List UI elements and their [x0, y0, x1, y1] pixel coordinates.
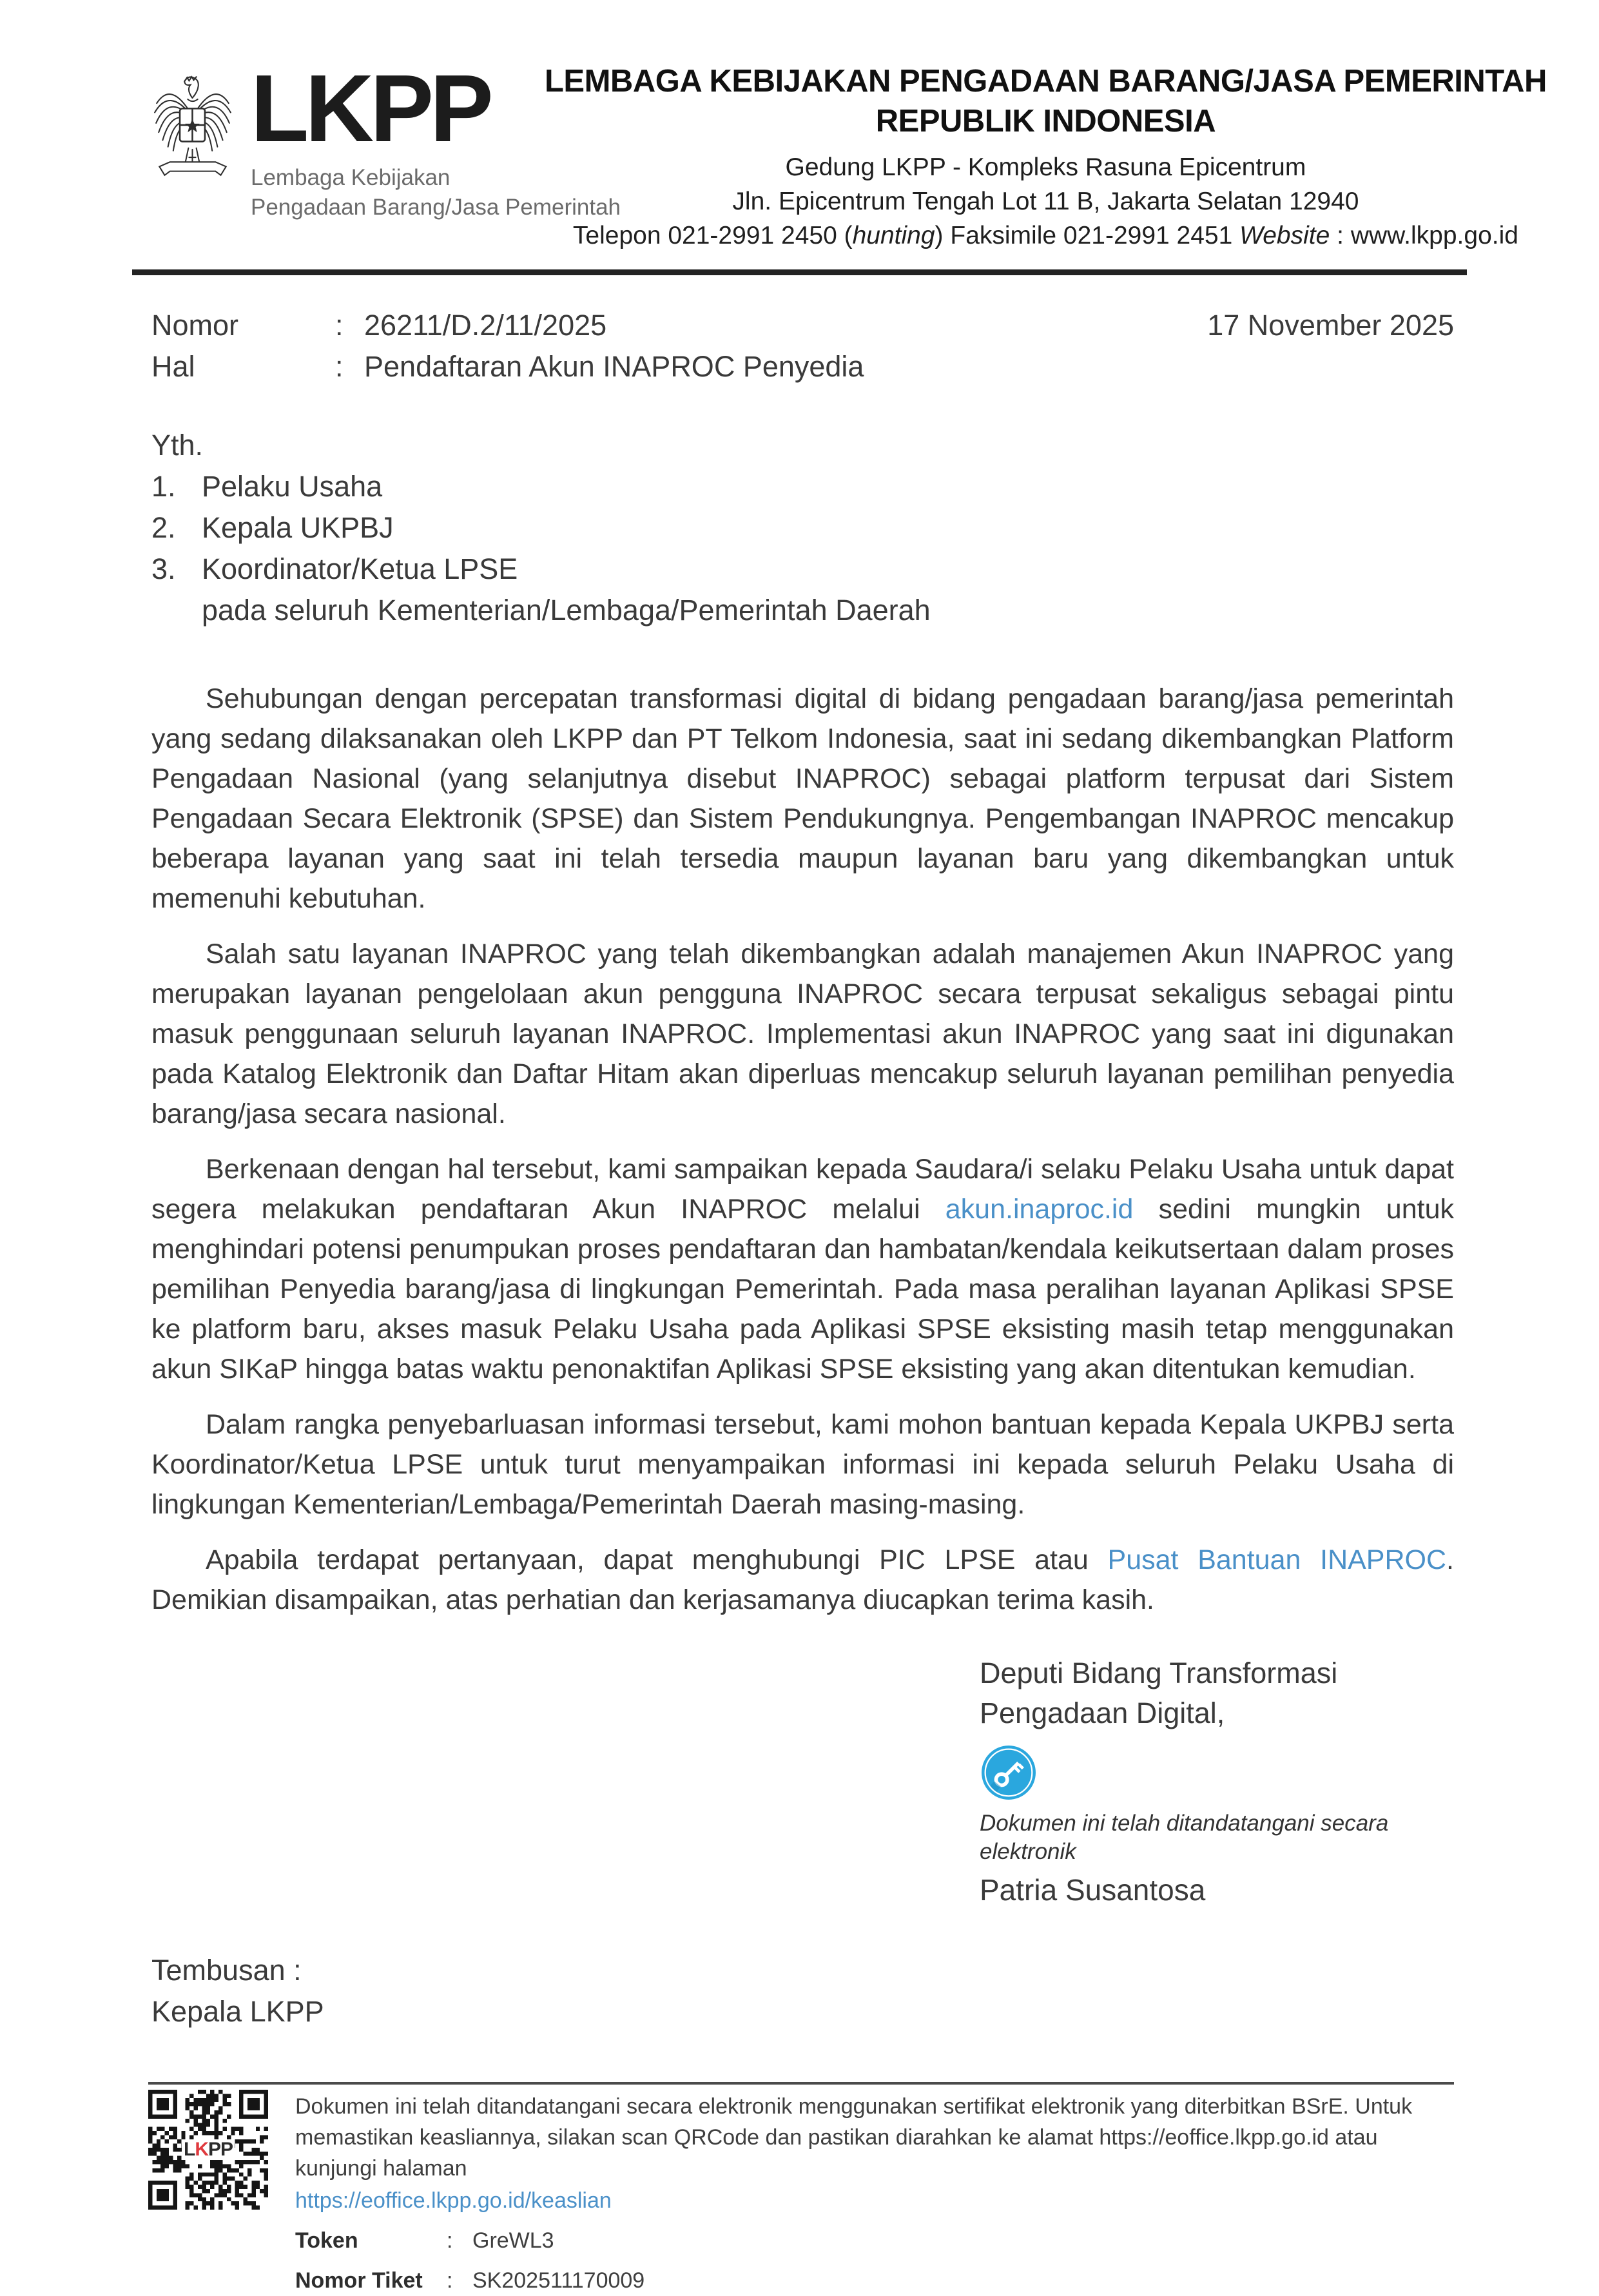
paragraph-5-post: . Demikian disampaikan, atas perhatian dan kerjasamanya diucapkan terima kasih. — [151, 1544, 1454, 1615]
qr-label-l: L — [183, 2139, 195, 2160]
recipient-text: Pelaku Usaha — [202, 470, 383, 503]
paragraph-5 — [151, 1540, 1454, 1620]
signer-name: Patria Susantosa — [980, 1873, 1206, 1907]
recipient-item — [151, 507, 1454, 549]
verification-footer — [148, 2082, 1454, 2296]
lkpp-tagline-line1: Lembaga Kebijakan — [251, 165, 451, 190]
signer-title-line2: Pengadaan Digital, — [980, 1697, 1225, 1729]
signature-block — [980, 1653, 1454, 1910]
paragraph-4: Dalam rangka penyebarluasan informasi tersebut, kami mohon bantuan kepada Kepala UKPBJ serta Koordinator/Ketua LPSE untuk turut menyampaikan informasi ini kepada seluruh Pelaku Usaha di lingkungan Kementerian/Lembaga/Pemerintah Daerah masing-masing. — [151, 1409, 1454, 1520]
contact-post: : www.lkpp.go.id — [1330, 222, 1518, 249]
nomor-colon: : — [335, 309, 344, 342]
letter-date: 17 November 2025 — [1207, 309, 1454, 342]
recipient-item — [151, 466, 1454, 507]
ticket-row — [295, 2265, 1454, 2296]
letterhead-text — [545, 61, 1573, 253]
address-line1: Gedung LKPP - Kompleks Rasuna Epicentrum — [785, 153, 1306, 181]
ticket-value: SK202511170009 — [472, 2268, 645, 2293]
hal-value: Pendaftaran Akun INAPROC Penyedia — [364, 350, 864, 383]
paragraph-3-pre: Berkenaan dengan hal tersebut, kami sampaikan kepada Saudara/i selaku Pelaku Usaha untuk dapat segera melakukan pendaftaran Akun INAPROC melalui — [151, 1154, 1454, 1225]
qr-label-k: K — [195, 2139, 208, 2160]
recipient-text: Kepala UKPBJ — [202, 511, 394, 544]
qr-code — [148, 2090, 268, 2210]
contact-pre: Telepon 021-2991 2450 ( — [572, 222, 853, 249]
contact-line — [545, 219, 1547, 253]
letter-body — [151, 679, 1454, 1620]
esign-key-icon — [981, 1745, 1036, 1800]
token-label: Token — [295, 2228, 358, 2253]
token-colon: : — [447, 2228, 453, 2253]
esign-note: Dokumen ini telah ditandatangani secara elektronik — [980, 1811, 1389, 1864]
recipient-number: 1. — [151, 470, 176, 503]
pusat-bantuan-link[interactable]: Pusat Bantuan INAPROC — [1107, 1544, 1447, 1575]
footer-note: Dokumen ini telah ditandatangani secara elektronik menggunakan sertifikat elektronik yang diterbitkan BSrE. Untuk memastikan keasliannya, silakan scan QRCode dan pastikan diarahkan ke alamat https://eoffice.lkpp.go.id atau kunjungi halaman — [295, 2094, 1413, 2181]
paragraph-5-pre: Apabila terdapat pertanyaan, dapat menghubungi PIC LPSE atau — [206, 1544, 1108, 1575]
nomor-value: 26211/D.2/11/2025 — [364, 309, 607, 342]
recipient-number: 2. — [151, 511, 176, 544]
letterhead-divider — [132, 269, 1467, 275]
signer-title-line1: Deputi Bidang Transformasi — [980, 1657, 1338, 1689]
ticket-label: Nomor Tiket — [295, 2268, 423, 2293]
qr-label-pp: PP — [208, 2139, 233, 2160]
paragraph-2: Salah satu layanan INAPROC yang telah dikembangkan adalah manajemen Akun INAPROC yang merupakan layanan pengelolaan akun pengguna INAPROC secara terpusat sekaligus sebagai pintu masuk penggunaan seluruh layanan INAPROC. Implementasi akun INAPROC yang saat ini digunakan pada Katalog Elektronik dan Daftar Hitam akan diperluas mencakup seluruh layanan pemilihan penyedia barang/jasa secara nasional. — [151, 939, 1454, 1129]
paragraph-3 — [151, 1149, 1454, 1389]
footer-text — [295, 2090, 1454, 2296]
lkpp-acronym: LKPP — [251, 55, 490, 162]
nomor-label: Nomor — [151, 309, 239, 342]
lkpp-logo — [151, 55, 621, 222]
institution-name-line1: LEMBAGA KEBIJAKAN PENGADAAN BARANG/JASA PEMERINTAH — [545, 64, 1547, 99]
token-value: GreWL3 — [472, 2228, 554, 2253]
recipient-text: Koordinator/Ketua LPSE — [202, 552, 518, 585]
recipient-item — [151, 549, 1454, 590]
contact-mid: ) Faksimile 021-2991 2451 — [935, 222, 1240, 249]
contact-hunting: hunting — [852, 222, 935, 249]
qr-center-label — [182, 2139, 235, 2160]
address-line2: Jln. Epicentrum Tengah Lot 11 B, Jakarta Selatan 12940 — [732, 188, 1359, 215]
akun-inaproc-link[interactable]: akun.inaproc.id — [945, 1194, 1134, 1225]
ticket-colon: : — [447, 2268, 453, 2293]
keaslian-link[interactable]: https://eoffice.lkpp.go.id/keaslian — [295, 2188, 612, 2213]
letterhead — [0, 0, 1599, 253]
garuda-emblem-icon — [151, 69, 234, 184]
recipient-number: 3. — [151, 552, 176, 585]
salutation: Yth. — [151, 429, 204, 462]
tembusan-label: Tembusan : — [151, 1954, 302, 1987]
recipients — [151, 425, 1454, 631]
hal-label: Hal — [151, 350, 195, 383]
institution-name-line2: REPUBLIK INDONESIA — [875, 104, 1216, 139]
hal-colon: : — [335, 350, 344, 383]
letter-meta — [151, 305, 1454, 387]
token-row — [295, 2225, 1454, 2256]
tembusan-item: Kepala LKPP — [151, 1995, 324, 2028]
lkpp-tagline-line2: Pengadaan Barang/Jasa Pemerintah — [251, 195, 621, 220]
hal-row — [151, 346, 1454, 387]
paragraph-1: Sehubungan dengan percepatan transformasi digital di bidang pengadaan barang/jasa pemerintah yang sedang dilaksanakan oleh LKPP dan PT Telkom Indonesia, saat ini sedang dikembangkan Platform Pengadaan Nasional (yang selanjutnya disebut INAPROC) sebagai platform terpusat dari Sistem Pengadaan Secara Elektronik (SPSE) dan Sistem Pendukungnya. Pengembangan INAPROC mencakup beberapa layanan yang saat ini telah tersedia maupun layanan baru yang dikembangkan untuk memenuhi kebutuhan. — [151, 683, 1454, 914]
tembusan-block — [151, 1950, 1454, 2032]
contact-website-label: Website — [1239, 222, 1330, 249]
recipient-suffix: pada seluruh Kementerian/Lembaga/Pemerintah Daerah — [202, 594, 931, 627]
paragraph-3-post: sedini mungkin untuk menghindari potensi penumpukan proses pendaftaran dan hambatan/kendala keikutsertaan dalam proses pemilihan Penyedia barang/jasa di lingkungan Pemerintah. Pada masa peralihan layanan Aplikasi SPSE ke platform baru, akses masuk Pelaku Usaha pada Aplikasi SPSE eksisting masih tetap menggunakan akun SIKaP hingga batas waktu penonaktifan Aplikasi SPSE eksisting yang akan ditentukan kemudian. — [151, 1194, 1454, 1385]
